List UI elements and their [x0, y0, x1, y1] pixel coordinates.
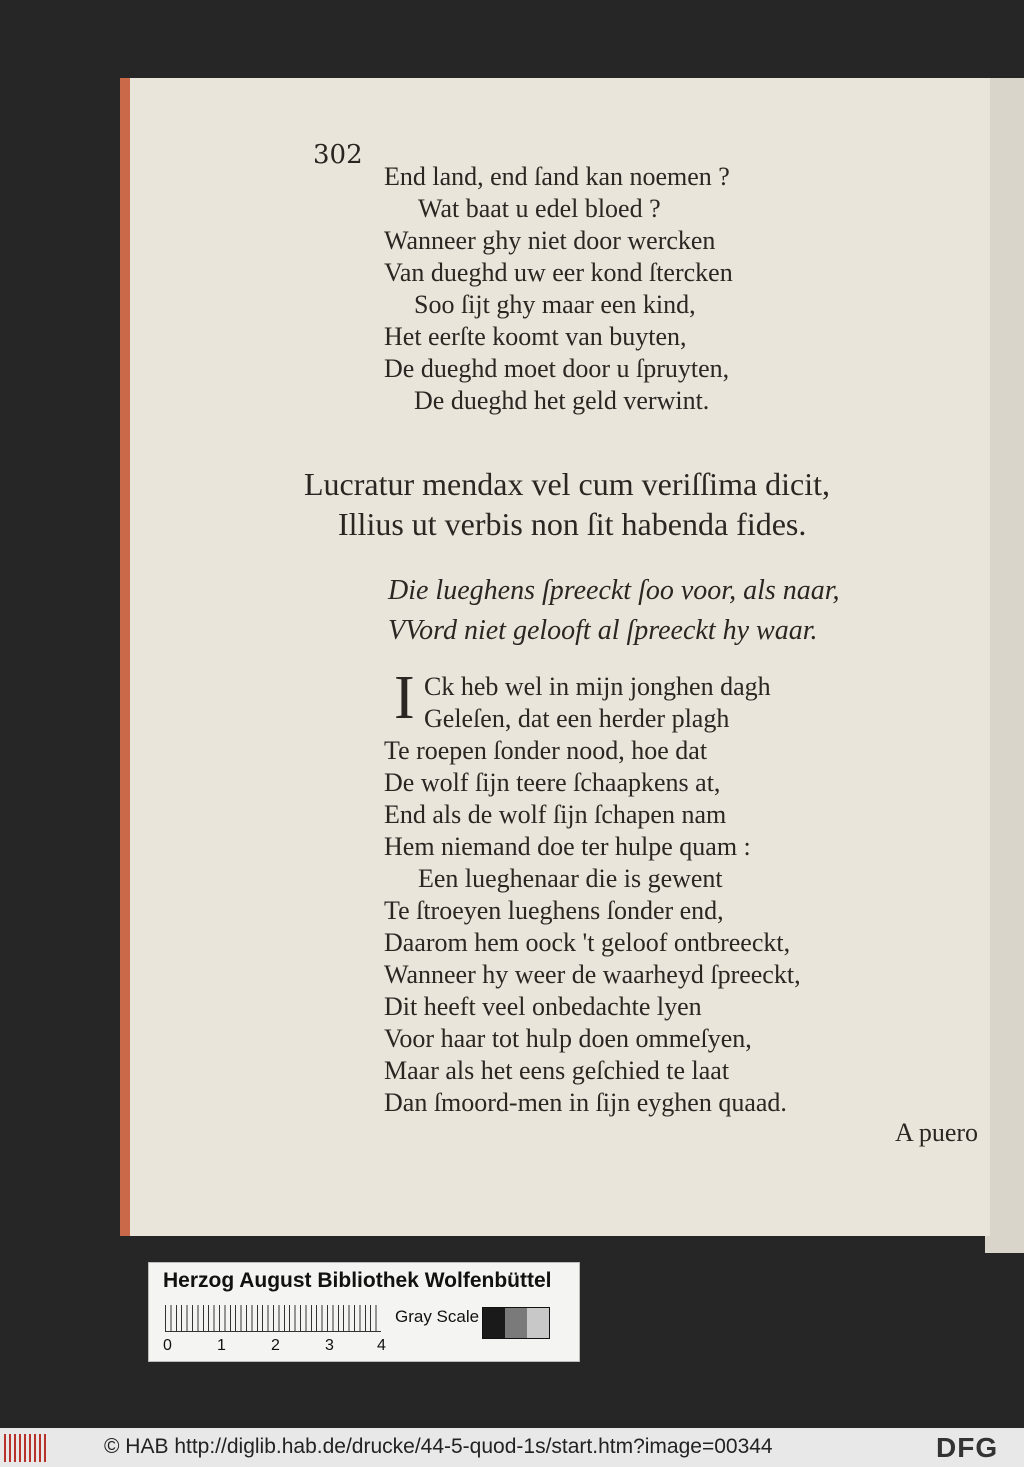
stanza-line: Wat baat u edel bloed ? [418, 194, 661, 223]
gray-scale-swatch [482, 1307, 550, 1339]
poem-line: Maar als het eens geſchied te laat [384, 1056, 730, 1085]
gray-scale-label: Gray Scale [395, 1307, 480, 1326]
ruler-number: 0 [163, 1337, 172, 1354]
gray-swatch-light [527, 1308, 549, 1338]
poem-line: Hem niemand doe ter hulpe quam : [384, 832, 751, 861]
poem-line: Dan ſmoord-men in ſijn eyghen quaad. [384, 1088, 787, 1117]
footer-copyright-link[interactable]: © HAB http://diglib.hab.de/drucke/44-5-quod-1s/start.htm?image=00344 [104, 1435, 773, 1458]
poem-line: Voor haar tot hulp doen ommeſyen, [384, 1024, 752, 1053]
book-page [120, 78, 990, 1236]
catchword: A puero [895, 1118, 979, 1147]
scale-ruler [165, 1305, 381, 1332]
ruler-number: 4 [377, 1337, 386, 1354]
ruler-number: 2 [271, 1337, 280, 1354]
italic-couplet-line: VVord niet gelooft al ſpreeckt hy waar. [388, 615, 818, 646]
stanza-line: De dueghd het geld verwint. [414, 386, 710, 415]
poem-line: Wanneer hy weer de waarheyd ſpreeckt, [384, 960, 801, 989]
page-number: 302 [313, 140, 363, 170]
dfg-logo: DFG [936, 1432, 999, 1463]
poem-line: Ck heb wel in mijn jonghen dagh [424, 672, 771, 701]
gray-swatch-mid [505, 1308, 527, 1338]
ruler-numbers [163, 1337, 393, 1357]
stanza-line: Soo ſijt ghy maar een kind, [414, 290, 696, 319]
hab-logo-icon [4, 1434, 46, 1462]
poem-line: Dit heeft veel onbedachte lyen [384, 992, 702, 1021]
gray-swatch-dark [483, 1308, 505, 1338]
stanza-line: De dueghd moet door u ſpruyten, [384, 354, 730, 383]
ruler-number: 3 [325, 1337, 334, 1354]
stanza-line: Van dueghd uw eer kond ſtercken [384, 258, 733, 287]
drop-cap: I [394, 664, 415, 732]
latin-motto-line: Lucratur mendax vel cum veriſſima dicit, [304, 466, 831, 502]
footer-bar [0, 1428, 1024, 1467]
facing-page-edge [985, 78, 1024, 1253]
stanza-line: Wanneer ghy niet door wercken [384, 226, 716, 255]
poem-line: De wolf ſijn teere ſchaapkens at, [384, 768, 721, 797]
ruler-number: 1 [217, 1337, 226, 1354]
poem-line: Een lueghenaar die is gewent [418, 864, 723, 893]
italic-couplet-line: Die lueghens ſpreeckt ſoo voor, als naar, [388, 575, 840, 606]
stanza-line: End land, end ſand kan noemen ? [384, 162, 730, 191]
stanza-line: Het eerſte koomt van buyten, [384, 322, 687, 351]
poem-line: Geleſen, dat een herder plagh [424, 704, 730, 733]
library-label-card [148, 1262, 580, 1362]
library-name: Herzog August Bibliothek Wolfenbüttel [163, 1269, 552, 1292]
poem-line: End als de wolf ſijn ſchapen nam [384, 800, 727, 829]
poem-line: Te ſtroeyen lueghens ſonder end, [384, 896, 724, 925]
poem-line: Te roepen ſonder nood, hoe dat [384, 736, 708, 765]
latin-motto-line: Illius ut verbis non ſit habenda fides. [338, 506, 807, 542]
poem-line: Daarom hem oock 't geloof ontbreeckt, [384, 928, 791, 957]
